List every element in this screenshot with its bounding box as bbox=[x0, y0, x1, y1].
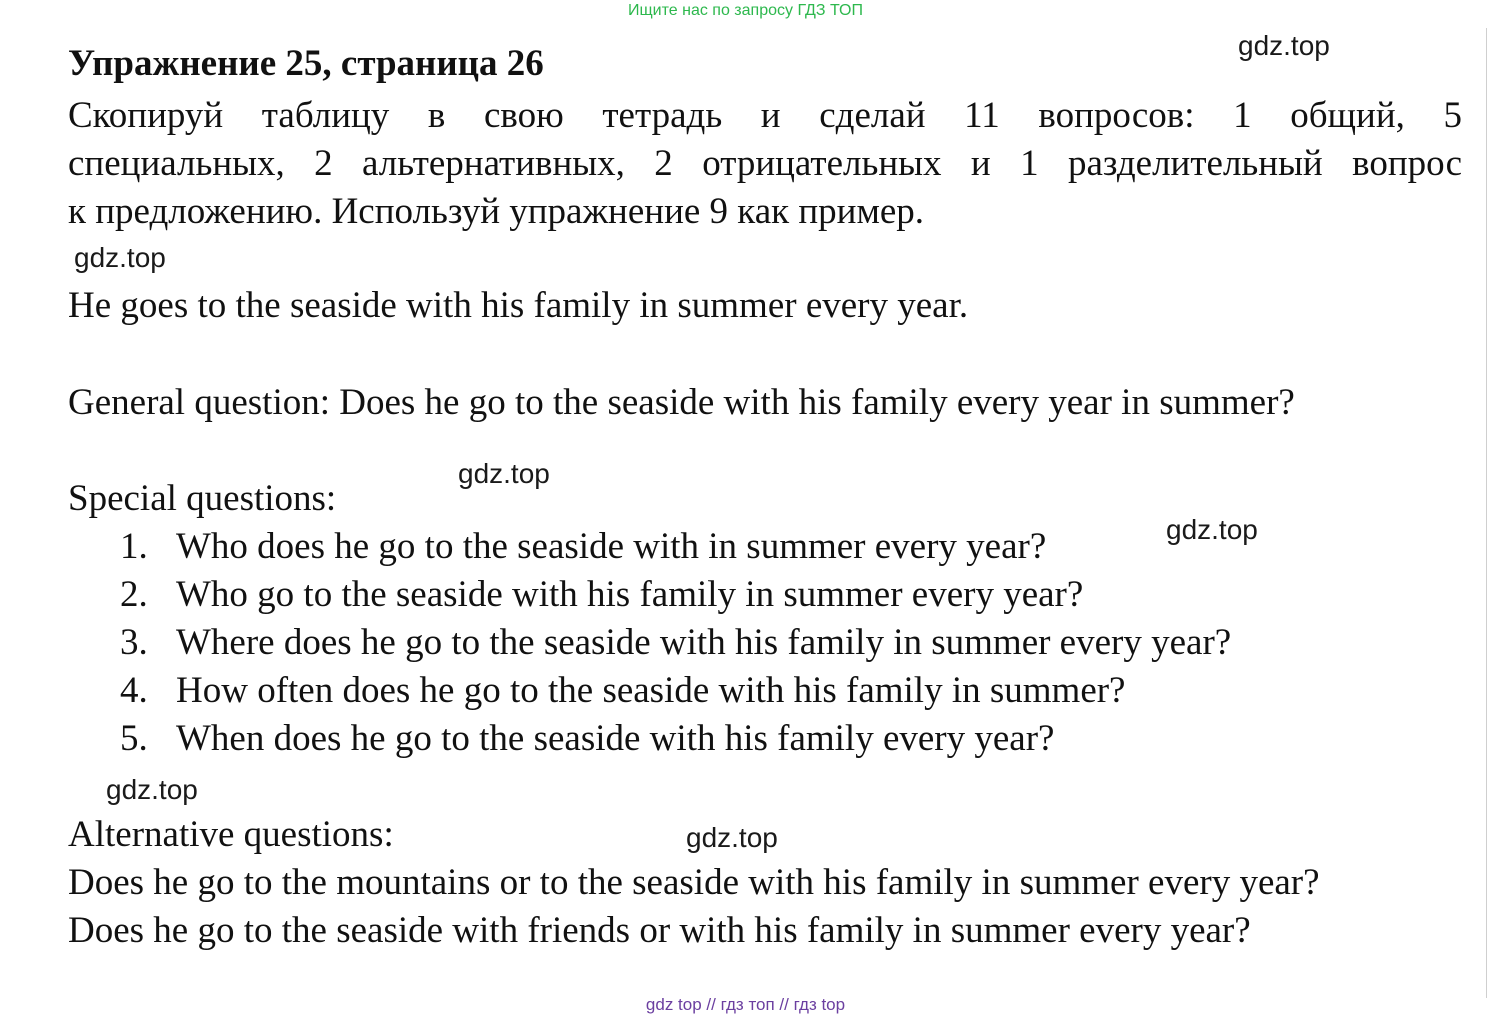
special-question: Where does he go to the seaside with his family in summer every year? bbox=[176, 622, 1232, 663]
alternative-questions-heading: Alternative questions: bbox=[68, 814, 394, 855]
list-item-number: 5. bbox=[120, 718, 148, 759]
watermark: gdz.top bbox=[74, 242, 166, 273]
source-sentence: He goes to the seaside with his family in summer every year. bbox=[68, 285, 969, 326]
instruction-line: Скопируй таблицу в свою тетрадь и сделай 11 вопросов: 1 общий, 5 bbox=[68, 95, 1462, 136]
list-item-number: 4. bbox=[120, 670, 148, 711]
special-question: Who does he go to the seaside with in summer every year? bbox=[176, 526, 1047, 567]
instruction-line: к предложению. Используй упражнение 9 как пример. bbox=[68, 191, 925, 232]
general-question: General question: Does he go to the seaside with his family every year in summer? bbox=[68, 382, 1295, 423]
watermark: gdz.top bbox=[106, 774, 198, 805]
watermark: gdz.top bbox=[1238, 30, 1330, 61]
instruction-line: специальных, 2 альтернативных, 2 отрицательных и 1 разделительный вопрос bbox=[68, 143, 1462, 184]
special-question: How often does he go to the seaside with his family in summer? bbox=[176, 670, 1126, 711]
special-question: Who go to the seaside with his family in summer every year? bbox=[176, 574, 1084, 615]
top-banner: Ищите нас по запросу ГДЗ ТОП bbox=[628, 2, 863, 19]
special-question: When does he go to the seaside with his family every year? bbox=[176, 718, 1055, 759]
footer-links: gdz top // гдз топ // гдз top bbox=[645, 995, 846, 1014]
special-questions-heading: Special questions: bbox=[68, 478, 337, 519]
page-edge-rule bbox=[1486, 28, 1487, 998]
exercise-heading: Упражнение 25, страница 26 bbox=[68, 43, 544, 84]
instruction-text bbox=[68, 92, 1462, 236]
watermark: gdz.top bbox=[686, 822, 778, 853]
alternative-question: Does he go to the mountains or to the seaside with his family in summer every year? bbox=[68, 862, 1320, 903]
list-item-number: 3. bbox=[120, 622, 148, 663]
list-item-number: 2. bbox=[120, 574, 148, 615]
watermark: gdz.top bbox=[458, 458, 550, 489]
alternative-question: Does he go to the seaside with friends or with his family in summer every year? bbox=[68, 910, 1251, 951]
list-item-number: 1. bbox=[120, 526, 148, 567]
watermark: gdz.top bbox=[1166, 514, 1258, 545]
